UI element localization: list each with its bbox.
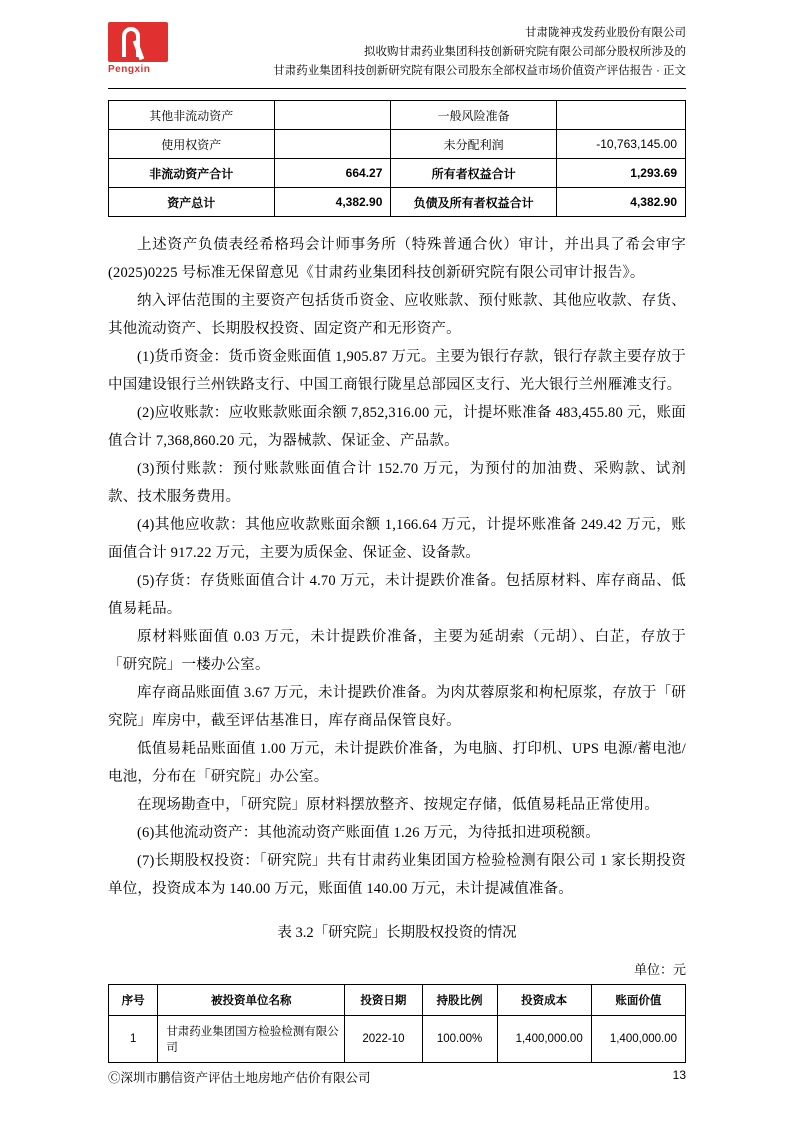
cell-equity-value: 1,293.69 [557,159,686,188]
cell-asset-label: 其他非流动资产 [109,101,275,130]
cell-asset-value [274,101,391,130]
table-row [109,159,686,188]
cell-name: 甘肃药业集团国方检验检测有限公司 [158,1016,345,1063]
table-row [109,1016,686,1063]
paragraph: (1)货币资金：货币资金账面值 1,905.87 万元。主要为银行存款，银行存款主要存放于中国建设银行兰州铁路支行、中国工商银行陇星总部园区支行、光大银行兰州雁滩支行。 [108,349,686,393]
cell-asset-value [274,130,391,159]
paragraph: (5)存货：存货账面值合计 4.70 万元，未计提跌价准备。包括原材料、库存商品、低值易耗品。 [108,573,686,617]
paragraph: 上述资产负债表经希格玛会计师事务所（特殊普通合伙）审计，并出具了希会审字(2025)0225 号标准无保留意见《甘肃药业集团科技创新研究院有限公司审计报告》。 [108,237,686,281]
balance-sheet-table [108,100,686,217]
cell-no: 1 [109,1016,158,1063]
col-header-date: 投资日期 [345,985,422,1016]
col-header-name: 被投资单位名称 [158,985,345,1016]
table-row [109,130,686,159]
page-number: 13 [672,1068,686,1082]
header-line-2: 拟收购甘肃药业集团科技创新研究院有限公司部分股权所涉及的 [364,46,686,58]
paragraph: (3)预付账款：预付账款账面值合计 152.70 万元，为预付的加油费、采购款、试剂款、技术服务费用。 [108,461,686,505]
cell-equity-value: -10,763,145.00 [557,130,686,159]
paragraph: (4)其他应收款：其他应收款账面余额 1,166.64 万元，计提坏账准备 249.42 万元，账面值合计 917.22 万元，主要为质保金、保证金、设备款。 [108,517,686,561]
page-footer [108,1068,686,1086]
cell-equity-label: 负债及所有者权益合计 [391,188,557,217]
paragraph: 低值易耗品账面值 1.00 万元，未计提跌价准备，为电脑、打印机、UPS 电源/蓄电池/电池，分布在「研究院」办公室。 [108,741,686,785]
cell-date: 2022-10 [345,1016,422,1063]
paragraph: 库存商品账面值 3.67 万元，未计提跌价准备。为肉苁蓉原浆和枸杞原浆，存放于「研究院」库房中，截至评估基准日，库存商品保管良好。 [108,685,686,729]
header-line-3: 甘肃药业集团科技创新研究院有限公司股东全部权益市场价值资产评估报告 · 正文 [273,65,686,77]
header-divider [108,88,686,89]
cell-asset-label: 资产总计 [109,188,275,217]
col-header-book-value: 账面价值 [591,985,685,1016]
page-header [108,22,686,81]
cell-equity-label: 未分配利润 [391,130,557,159]
paragraph: 原材料账面值 0.03 万元，未计提跌价准备，主要为延胡索（元胡）、白芷，存放于「研究院」一楼办公室。 [108,629,686,673]
cell-equity-label: 所有者权益合计 [391,159,557,188]
col-header-cost: 投资成本 [497,985,591,1016]
page-content [108,100,686,1063]
cell-asset-label: 使用权资产 [109,130,275,159]
col-header-ratio: 持股比例 [422,985,497,1016]
paragraph: (7)长期股权投资：「研究院」共有甘肃药业集团国方检验检测有限公司 1 家长期投资单位，投资成本为 140.00 万元，账面值 140.00 万元，未计提减值准备。 [108,853,686,897]
table-caption: 表 3.2「研究院」长期股权投资的情况 [277,925,517,941]
logo-mark-icon [108,22,168,62]
cell-cost: 1,400,000.00 [497,1016,591,1063]
footer-divider [108,1062,686,1063]
table-row [109,101,686,130]
logo-text: Pengxin [108,64,151,75]
body-paragraphs [108,231,686,903]
col-header-no: 序号 [109,985,158,1016]
table-row [109,188,686,217]
header-title-block [180,22,686,81]
cell-asset-value: 664.27 [274,159,391,188]
table-header-row [109,985,686,1016]
cell-asset-label: 非流动资产合计 [109,159,275,188]
header-line-1: 甘肃陇神戎发药业股份有限公司 [525,27,686,39]
cell-book-value: 1,400,000.00 [591,1016,685,1063]
long-term-investment-table [108,984,686,1063]
company-logo [108,22,180,80]
paragraph: 纳入评估范围的主要资产包括货币资金、应收账款、预付账款、其他应收款、存货、其他流动资产、长期股权投资、固定资产和无形资产。 [108,293,686,337]
cell-ratio: 100.00% [422,1016,497,1063]
paragraph: (2)应收账款：应收账款账面余额 7,852,316.00 元，计提坏账准备 483,455.80 元，账面值合计 7,368,860.20 元，为器械款、保证金、产品款。 [108,405,686,449]
table-unit-label: 单位：元 [633,962,686,977]
paragraph: (6)其他流动资产：其他流动资产账面值 1.26 万元，为待抵扣进项税额。 [137,825,600,841]
cell-asset-value: 4,382.90 [274,188,391,217]
paragraph: 在现场勘查中，「研究院」原材料摆放整齐、按规定存储，低值易耗品正常使用。 [137,797,659,813]
cell-equity-value: 4,382.90 [557,188,686,217]
cell-equity-label: 一般风险准备 [391,101,557,130]
footer-company: Ⓒ深圳市鹏信资产评估土地房地产估价有限公司 [108,1071,371,1085]
cell-equity-value [557,101,686,130]
